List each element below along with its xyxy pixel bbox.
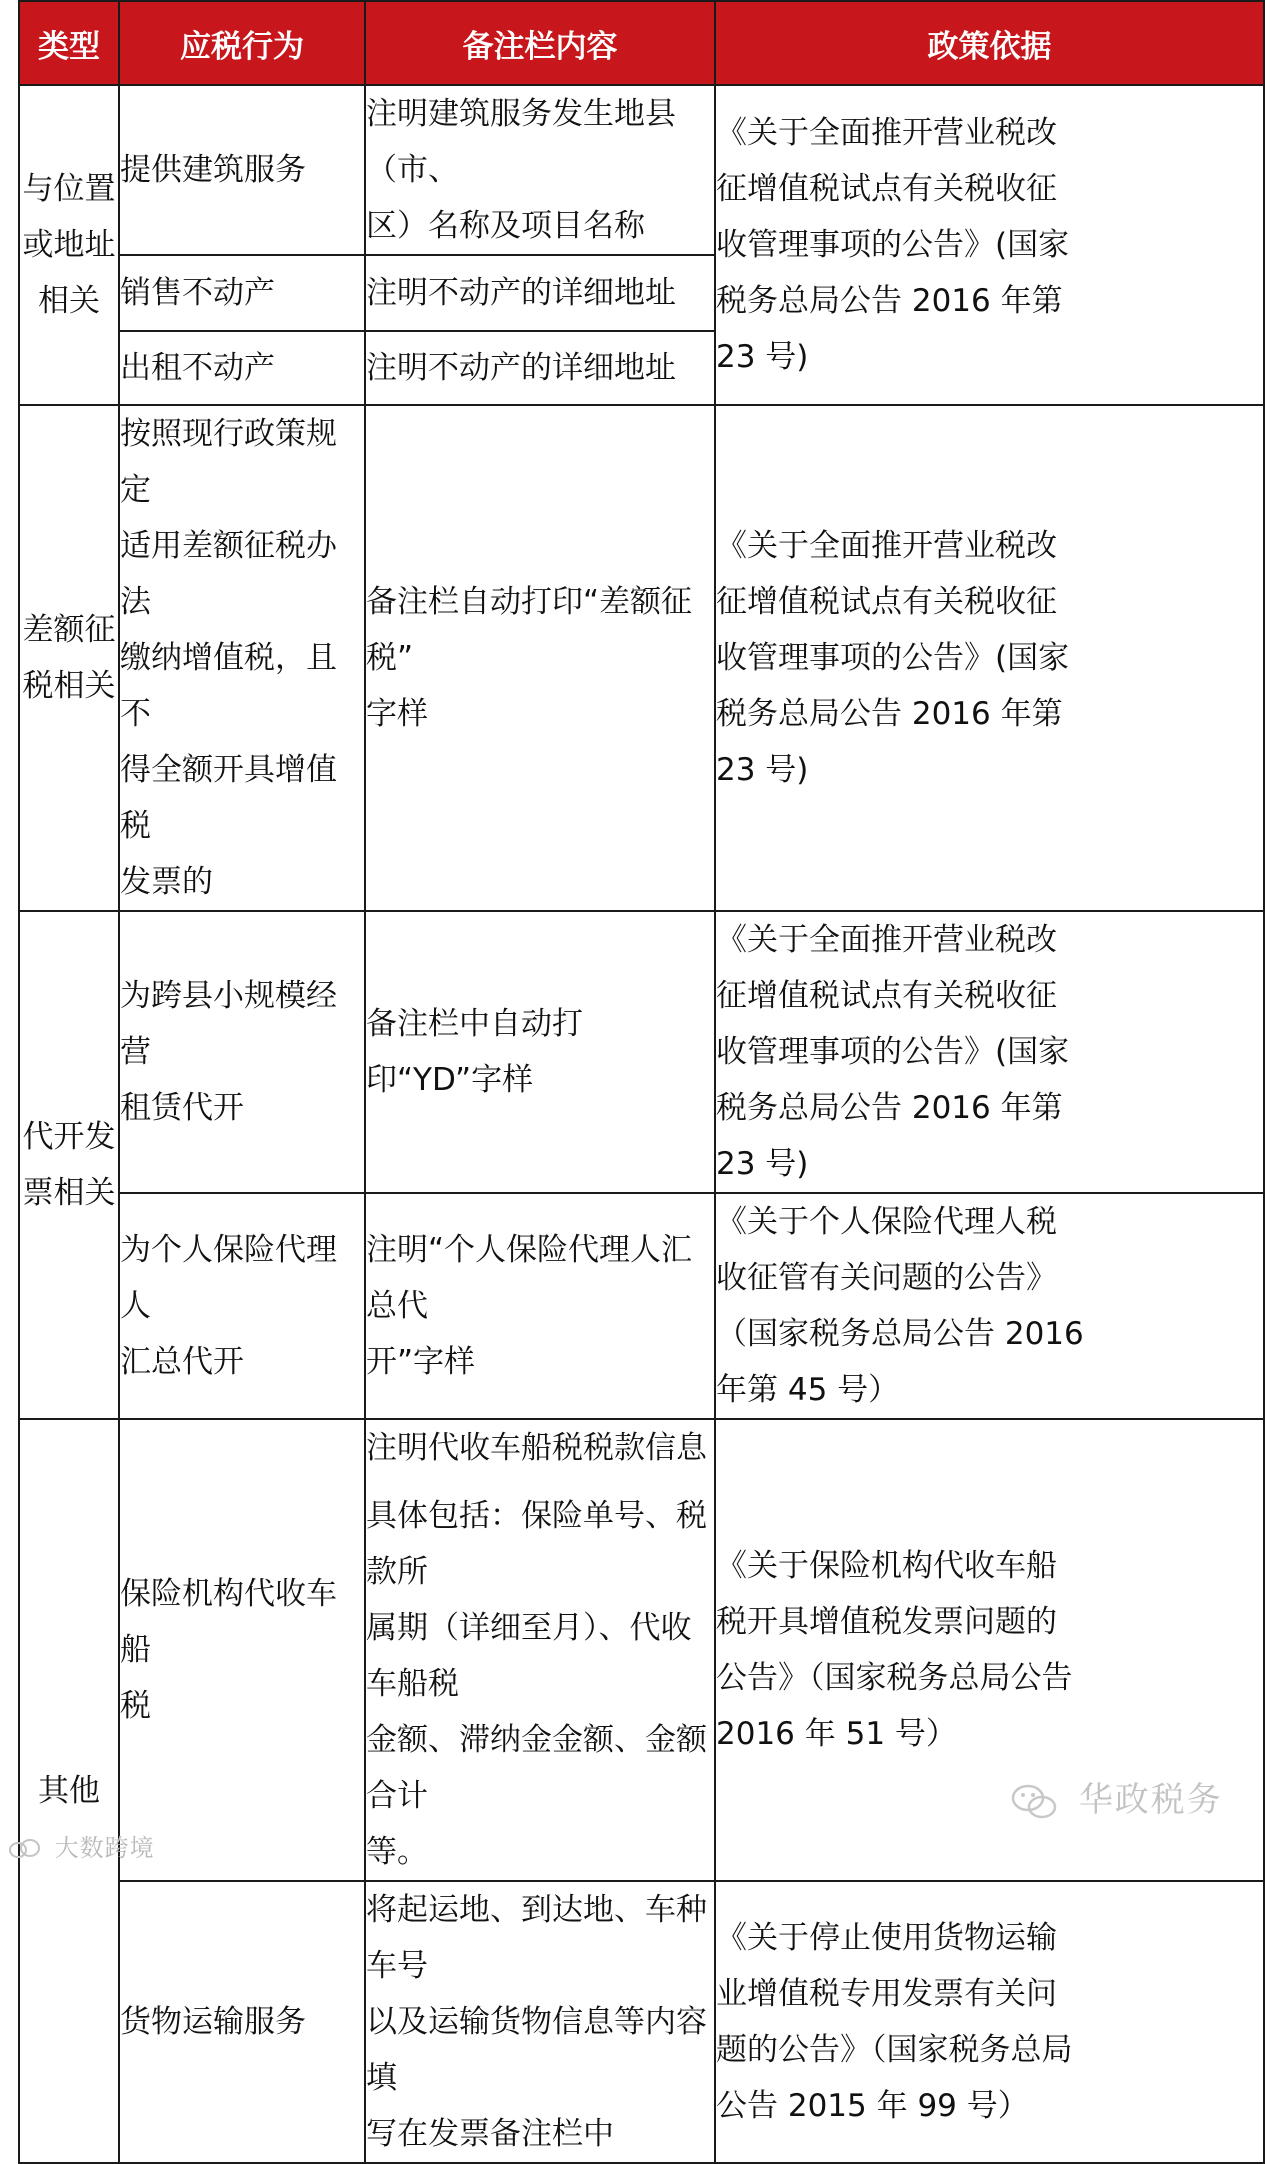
remark-detail: 具体包括：保险单号、税款所 属期（详细至月）、代收车船税 金额、滞纳金金额、金额合计 等。 <box>366 1498 707 1870</box>
policy-cell: 《关于全面推开营业税改 征增值税试点有关税收征 收管理事项的公告》(国家 税务总局公告 2016 年第 23 号) <box>715 911 1264 1193</box>
remark-cell: 注明不动产的详细地址 <box>365 331 715 405</box>
table-row <box>19 85 1264 255</box>
policy-cell: 《关于个人保险代理人税 收征管有关问题的公告》 （国家税务总局公告 2016 年第 45 号） <box>715 1193 1264 1419</box>
table-row <box>19 1193 1264 1419</box>
remark-cell <box>365 1419 715 1881</box>
table-row <box>19 1881 1264 2163</box>
action-cell: 保险机构代收车船 税 <box>119 1419 365 1881</box>
remark-cell: 注明建筑服务发生地县（市、 区）名称及项目名称 <box>365 85 715 255</box>
remark-cell: 注明“个人保险代理人汇总代 开”字样 <box>365 1193 715 1419</box>
action-cell: 销售不动产 <box>119 255 365 331</box>
remark-cell: 将起运地、到达地、车种车号 以及运输货物信息等内容填 写在发票备注栏中 <box>365 1881 715 2163</box>
category-location: 与位置 或地址 相关 <box>19 85 119 405</box>
header-policy-basis: 政策依据 <box>715 1 1264 85</box>
header-remark-content: 备注栏内容 <box>365 1 715 85</box>
action-cell: 提供建筑服务 <box>119 85 365 255</box>
remark-cell: 注明不动产的详细地址 <box>365 255 715 331</box>
category-other: 其他 <box>19 1419 119 2163</box>
wechat-icon <box>1010 1782 1058 1822</box>
watermark-left-text: 大数跨境 <box>54 1834 155 1862</box>
remark-cell: 备注栏自动打印“差额征税” 字样 <box>365 405 715 911</box>
action-cell: 出租不动产 <box>119 331 365 405</box>
header-type: 类型 <box>19 1 119 85</box>
header-row <box>19 1 1264 85</box>
header-taxable-act: 应税行为 <box>119 1 365 85</box>
category-difference: 差额征 税相关 <box>19 405 119 911</box>
policy-cell: 《关于全面推开营业税改 征增值税试点有关税收征 收管理事项的公告》(国家 税务总局公告 2016 年第 23 号) <box>715 85 1264 405</box>
watermark-left <box>8 1828 155 1863</box>
policy-cell: 《关于全面推开营业税改 征增值税试点有关税收征 收管理事项的公告》(国家 税务总局公告 2016 年第 23 号) <box>715 405 1264 911</box>
category-agency: 代开发 票相关 <box>19 911 119 1419</box>
remark-cell: 备注栏中自动打印“YD”字样 <box>365 911 715 1193</box>
tax-remarks-table <box>18 0 1265 2164</box>
action-cell: 货物运输服务 <box>119 1881 365 2163</box>
source-logo-icon <box>8 1838 42 1860</box>
remark-intro: 注明代收车船税税款信息 <box>366 1430 707 1466</box>
action-cell: 按照现行政策规定 适用差额征税办法 缴纳增值税，且不 得全额开具增值税 发票的 <box>119 405 365 911</box>
watermark-right-text: 华政税务 <box>1078 1780 1223 1820</box>
action-cell: 为跨县小规模经营 租赁代开 <box>119 911 365 1193</box>
watermark-right <box>1010 1772 1223 1822</box>
table-row <box>19 911 1264 1193</box>
action-cell: 为个人保险代理人 汇总代开 <box>119 1193 365 1419</box>
policy-cell: 《关于保险机构代收车船 税开具增值税发票问题的 公告》（国家税务总局公告 2016 年 51 号） <box>715 1419 1264 1881</box>
policy-cell: 《关于停止使用货物运输 业增值税专用发票有关问 题的公告》（国家税务总局 公告 2015 年 99 号） <box>715 1881 1264 2163</box>
table-row <box>19 405 1264 911</box>
